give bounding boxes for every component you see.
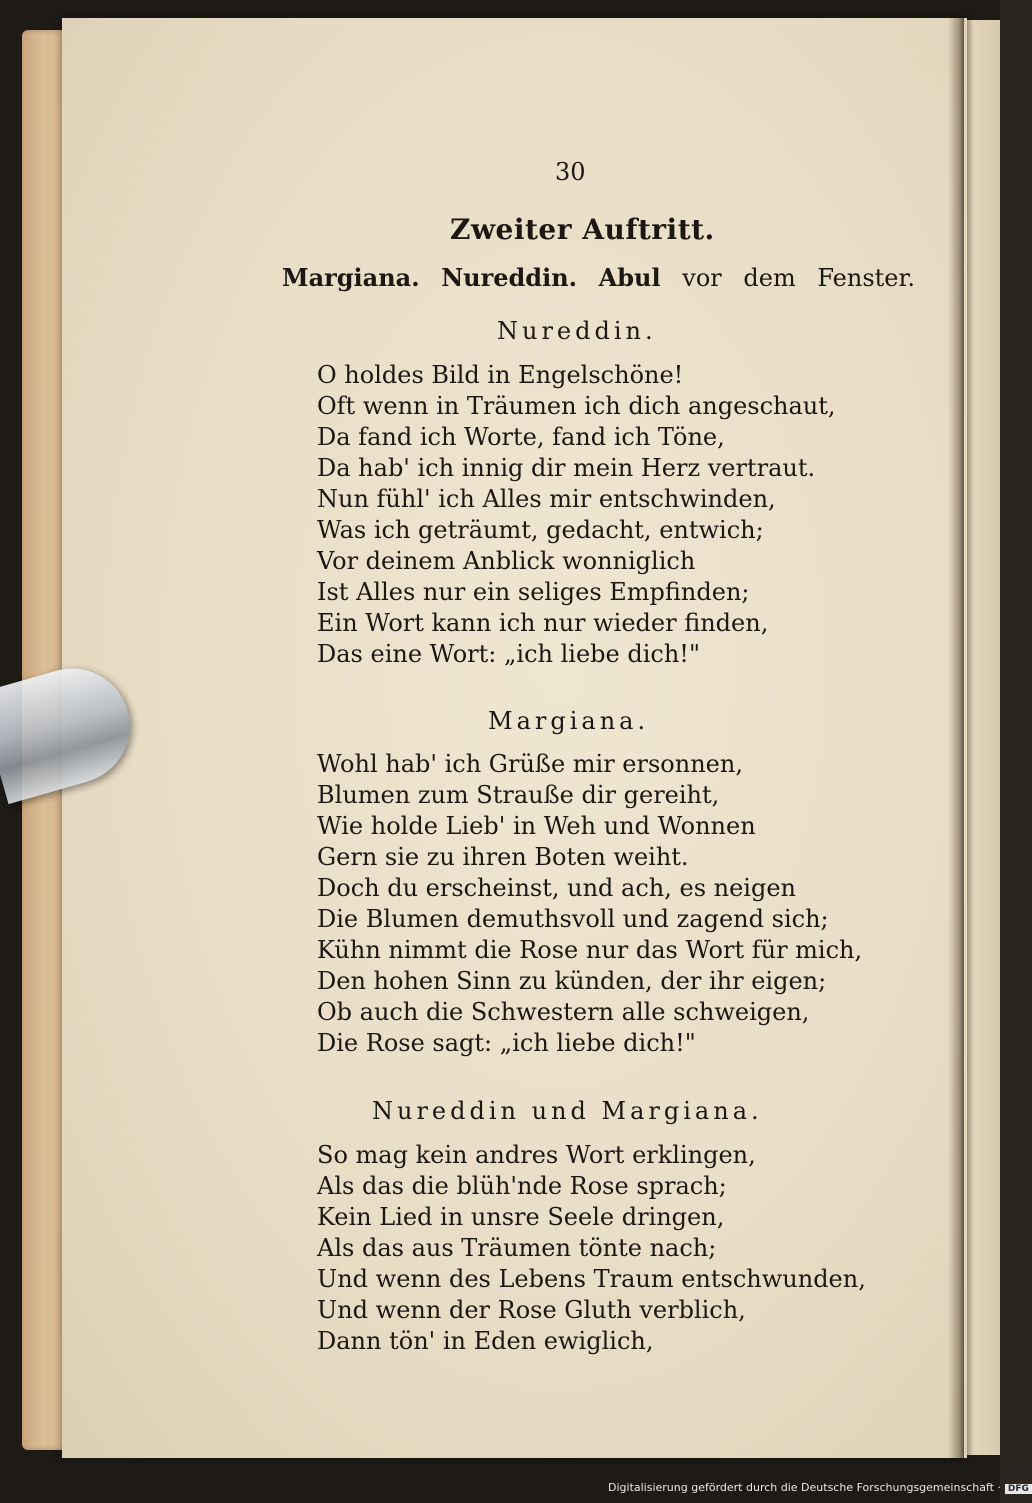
verse-line: Gern sie zu ihren Boten weiht. (317, 843, 689, 871)
verse-line: Und wenn der Rose Gluth verblich, (317, 1296, 746, 1324)
book-gutter-shadow (948, 18, 964, 1458)
verse-line: Wohl hab' ich Grüße mir ersonnen, (317, 750, 743, 778)
verse-line: Das eine Wort: „ich liebe dich!" (317, 640, 700, 668)
stage-direction: vor dem Fenster. (682, 264, 915, 292)
verse-line: Doch du erscheinst, und ach, es neigen (317, 874, 796, 902)
verse-block (317, 1140, 877, 1357)
verse-line: Blumen zum Strauße dir gereiht, (317, 781, 720, 809)
verse-line: So mag kein andres Wort erklingen, (317, 1141, 756, 1169)
scene-title: Zweiter Auftritt. (450, 213, 715, 246)
cast-name-nureddin: Nureddin. (441, 263, 578, 292)
verse-line: Oft wenn in Träumen ich dich angeschaut, (317, 392, 836, 420)
cast-name-margiana: Margiana. (282, 263, 420, 292)
digitization-footer (608, 1481, 1032, 1494)
speaker-heading: Nureddin. (497, 317, 657, 345)
page-number: 30 (555, 158, 586, 186)
verse-line: O holdes Bild in Engelschöne! (317, 361, 684, 389)
dfg-logo: DFG (1005, 1484, 1032, 1494)
verse-line: Da fand ich Worte, fand ich Töne, (317, 423, 725, 451)
verse-line: Die Blumen demuthsvoll und zagend sich; (317, 905, 829, 933)
verse-block (317, 360, 877, 670)
verse-line: Kühn nimmt die Rose nur das Wort für mich, (317, 936, 863, 964)
facing-page-edge (962, 20, 1000, 1455)
verse-line: Ist Alles nur ein seliges Empfinden; (317, 578, 750, 606)
verse-line: Ein Wort kann ich nur wieder finden, (317, 609, 769, 637)
footer-text: Digitalisierung gefördert durch die Deutsche Forschungsgemeinschaft · (608, 1481, 1001, 1494)
verse-line: Was ich geträumt, gedacht, entwich; (317, 516, 764, 544)
verse-line: Die Rose sagt: „ich liebe dich!" (317, 1029, 696, 1057)
verse-line: Da hab' ich innig dir mein Herz vertraut. (317, 454, 816, 482)
verse-line: Wie holde Lieb' in Weh und Wonnen (317, 812, 756, 840)
cast-list (282, 263, 915, 292)
verse-line: Dann tön' in Eden ewiglich, (317, 1327, 654, 1355)
verse-line: Kein Lied in unsre Seele dringen, (317, 1203, 725, 1231)
verse-line: Vor deinem Anblick wonniglich (317, 547, 696, 575)
verse-line: Nun fühl' ich Alles mir entschwinden, (317, 485, 776, 513)
verse-line: Den hohen Sinn zu künden, der ihr eigen; (317, 967, 827, 995)
speaker-heading: Margiana. (488, 707, 650, 735)
cast-name-abul: Abul (598, 263, 661, 292)
verse-line: Ob auch die Schwestern alle schweigen, (317, 998, 810, 1026)
verse-line: Als das die blüh'nde Rose sprach; (317, 1172, 727, 1200)
verse-line: Und wenn des Lebens Traum entschwunden, (317, 1265, 866, 1293)
verse-block (317, 749, 877, 1059)
verse-line: Als das aus Träumen tönte nach; (317, 1234, 717, 1262)
speaker-heading: Nureddin und Margiana. (372, 1097, 763, 1125)
